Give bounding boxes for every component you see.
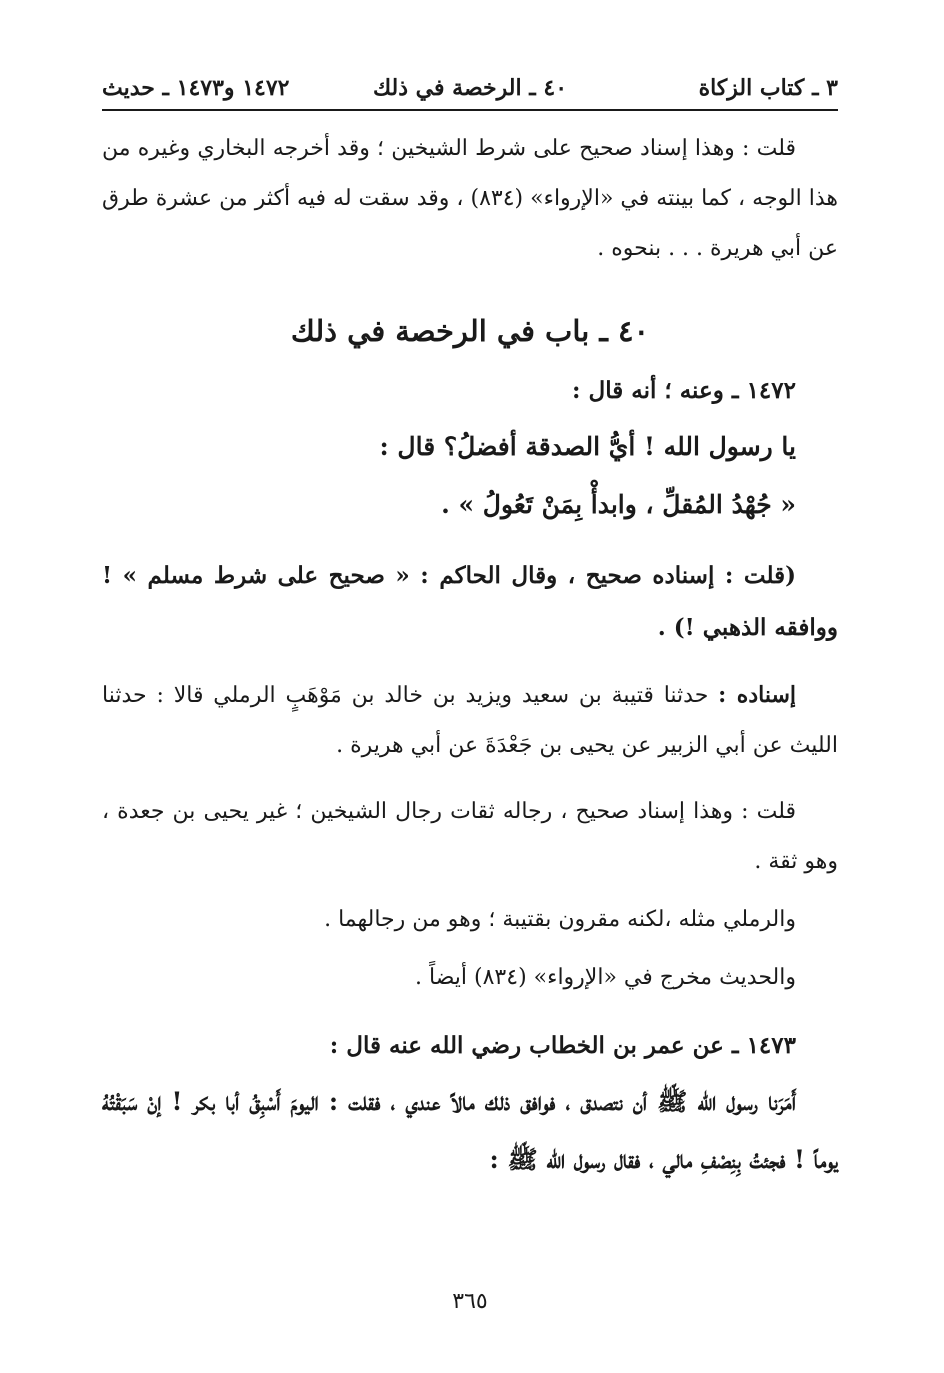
isnad-paragraph xyxy=(102,670,838,771)
hadith-1472-line-2: « جُهْدُ المُقلِّ ، وابدأْ بِمَنْ تَعُولُ » . xyxy=(441,490,796,519)
header-book-title: ٣ ـ كتاب الزكاة xyxy=(698,75,838,101)
page-body xyxy=(102,124,838,1189)
book-page xyxy=(102,60,838,1330)
comment-paragraph-2: والرملي مثله ،لكنه مقرون بقتيبة ؛ وهو من رجالهما . xyxy=(324,907,796,932)
hadith-1473-heading: ١٤٧٣ ـ عن عمر بن الخطاب رضي الله عنه قال : xyxy=(329,1032,796,1059)
header-chapter-title: ٤٠ ـ الرخصة في ذلك xyxy=(372,75,568,101)
isnad-label: إسناده : xyxy=(718,682,797,708)
isnad-text: حدثنا قتيبة بن سعيد ويزيد بن خالد بن مَوْهَبٍ الرملي قالا : حدثنا الليث عن أبي الزبير عن يحيى بن جَعْدَةَ عن أبي هريرة . xyxy=(102,683,838,758)
header-divider xyxy=(102,109,838,111)
hadith-1472-note: (قلت : إسناده صحيح ، وقال الحاكم : « صحيح على شرط مسلم » ! ووافقه الذهبي !) . xyxy=(102,562,838,641)
intro-paragraph: قلت : وهذا إسناد صحيح على شرط الشيخين ؛ وقد أخرجه البخاري وغيره من هذا الوجه ، كما بينته في «الإرواء» (٨٣٤) ، وقد سقت له فيه أكثر من عشرة طرق عن أبي هريرة . . . بنحوه . xyxy=(102,136,838,261)
page-number: ٣٦٥ xyxy=(452,1289,488,1314)
chapter-title: ٤٠ ـ باب في الرخصة في ذلك xyxy=(290,314,650,348)
hadith-1472-line-1: يا رسول الله ! أيُّ الصدقة أفضلُ؟ قال : xyxy=(379,432,796,461)
header-hadith-range: ١٤٧٢ و١٤٧٣ ـ حديث xyxy=(102,75,290,101)
hadith-1473-text: أَمَرَنا رسول الله ﷺ أن نتصدق ، فوافق ذلك مالاً عندي ، فقلت : اليومَ أَسْبِقُ أبا بكر ! إنْ سَبَقْتُهُ يوماً ! فجئتُ بِنِصْفِ مالي ، فقال رسول الله ﷺ : xyxy=(102,1087,838,1174)
comment-paragraph-3: والحديث مخرج في «الإرواء» (٨٣٤) أيضاً . xyxy=(415,965,796,990)
running-header xyxy=(102,70,838,106)
comment-paragraph-1: قلت : وهذا إسناد صحيح ، رجاله ثقات رجال الشيخين ؛ غير يحيى بن جعدة ، وهو ثقة . xyxy=(102,799,838,874)
hadith-1472-heading: ١٤٧٢ ـ وعنه ؛ أنه قال : xyxy=(572,377,796,404)
